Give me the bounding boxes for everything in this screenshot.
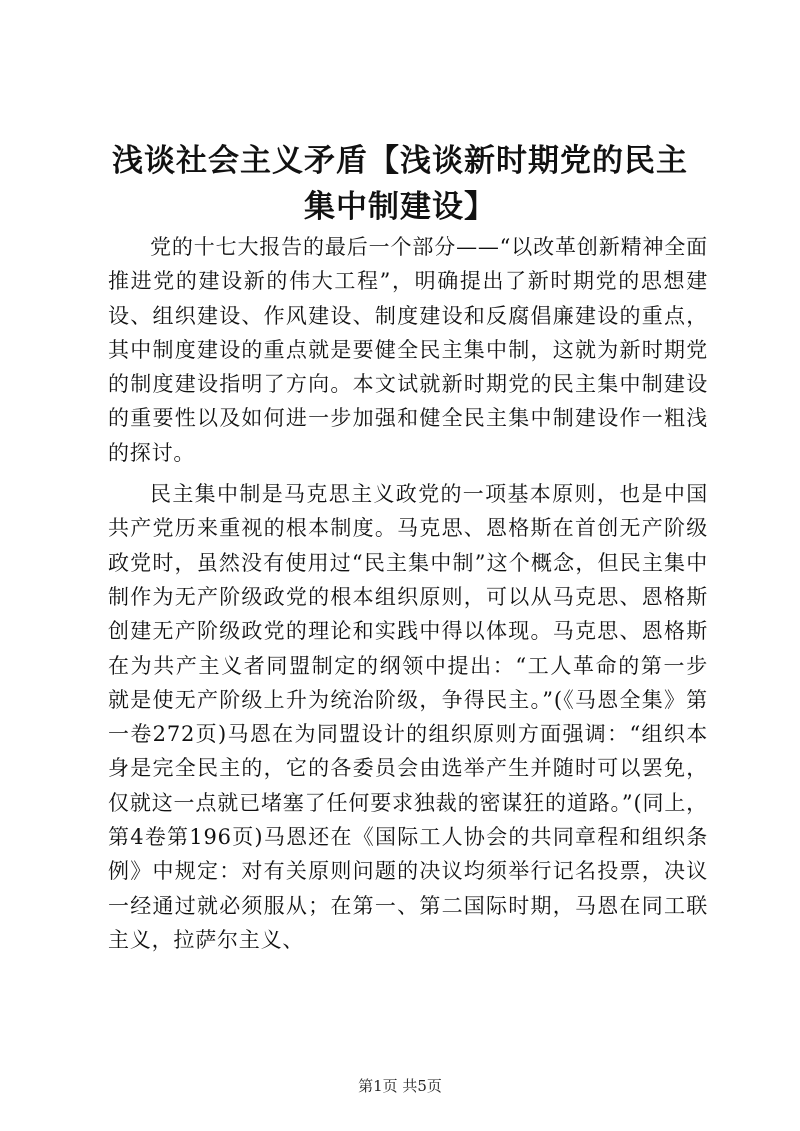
page-footer: 第1页 共5页: [358, 1077, 442, 1095]
document-body: [108, 230, 708, 957]
paragraph-2: 民主集中制是马克思主义政党的一项基本原则，也是中国共产党历来重视的根本制度。马克思、恩格斯在首创无产阶级政党时，虽然没有使用过“民主集中制”这个概念，但民主集中制作为无产阶级政党的根本组织原则，可以从马克思、恩格斯创建无产阶级政党的理论和实践中得以体现。马克思、恩格斯在为共产主义者同盟制定的纲领中提出：“工人革命的第一步就是使无产阶级上升为统治阶级，争得民主。”(《马恩全集》第一卷272页)马恩在为同盟设计的组织原则方面强调：“组织本身是完全民主的，它的各委员会由选举产生并随时可以罢免，仅就这一点就已堵塞了任何要求独裁的密谋狂的道路。”(同上，第4卷第196页)马恩还在《国际工人协会的共同章程和组织条例》中规定：对有关原则问题的决议均须举行记名投票，决议一经通过就必须服从；在第一、第二国际时期，马恩在同工联主义，拉萨尔主义、: [108, 482, 708, 952]
document-title: 浅谈社会主义矛盾【浅谈新时期党的民主集中制建设】: [112, 143, 688, 225]
paragraph-1: 党的十七大报告的最后一个部分——“以改革创新精神全面推进党的建设新的伟大工程”，明确提出了新时期党的思想建设、组织建设、作风建设、制度建设和反腐倡廉建设的重点，其中制度建设的重点就是要健全民主集中制，这就为新时期党的制度建设指明了方向。本文试就新时期党的民主集中制建设的重要性以及如何进一步加强和健全民主集中制建设作一粗浅的探讨。: [108, 235, 708, 465]
